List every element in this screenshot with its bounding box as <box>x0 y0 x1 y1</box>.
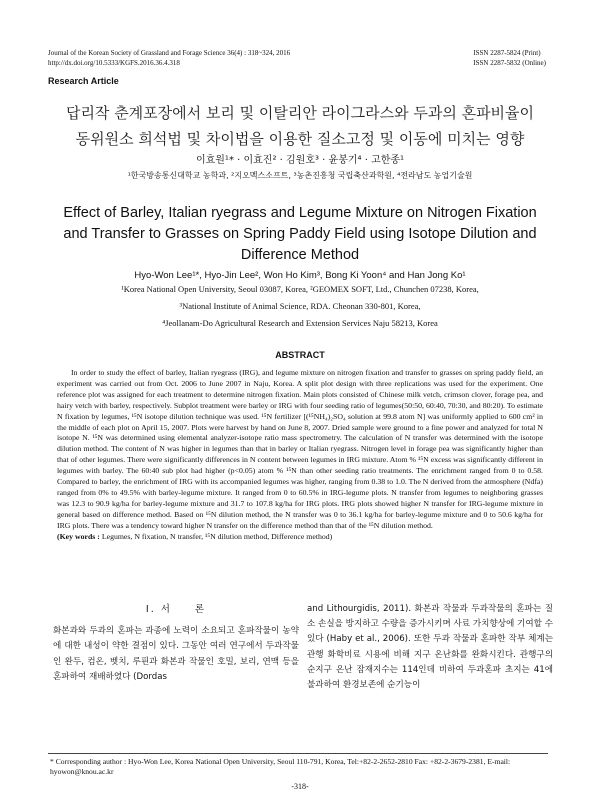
affiliation-line-3: ⁴Jeollanam-Do Agricultural Research and Extension Services Naju 58213, Korea <box>162 318 438 328</box>
intro-left-column <box>53 602 299 685</box>
english-title-line3: Difference Method <box>240 247 360 263</box>
keywords-label: (Key words : <box>57 531 100 541</box>
keywords <box>57 532 543 543</box>
journal-header <box>48 49 290 68</box>
affiliation-line-1: ¹Korea National Open University, Seoul 03087, Korea, ²GEOMEX SOFT, Ltd., Chunchen 07238, Korea, <box>121 284 479 294</box>
abstract-heading: ABSTRACT <box>275 350 325 360</box>
english-title-line2: and Transfer to Grasses on Spring Paddy Field using Isotope Dilution and <box>63 226 537 242</box>
journal-citation: Journal of the Korean Society of Grassland and Forage Science 36(4) : 318~324, 2016 <box>48 49 291 57</box>
abstract-text: In order to study the effect of barley, Italian ryegrass (IRG), and legume mixture on nitrogen fixation and transfer to grasses on spring paddy field, an experiment was carried out from Oct. 2006 to June 2007 in Naju, Korea. A split plot design with three replications was used for the experiment. One reference plot was assigned for each treatment to determine nitrogen fixation. Main plots consisted of Chinese milk vetch, crimson clover, forage pea, and hairy vetch with barley, respectively. Subplot treatment were barley or IRG with four seeding ratio of legumes(50:50, 60:40, 70:30, and 80:20). To estimate N fixation by legumes, ¹⁵N isotope dilution technique was used. ¹⁵N fertilizer [(¹⁵NH₄)₂SO₄ solution at 99.8 atom N] was uniformly applied to 600 cm² in the middle of each plot on April 15, 2007. Plots were harvest by hand on June 8, 2007. Dried sample were ground to a fine power and analyzed for total N isotope N. ¹⁵N was determined using elemental analyzer-isotope ratio mass spectrometry. The calculation of N transfer was determined with the isotope dilution method. The content of N was higher in legumes than that in barley or Italian ryegrass. Nitrogen level in forage pea was significantly higher than that of other legumes. There were significantly differences in N content between legumes in IRG mixture. Atom % ¹⁵N excess was significantly different in legumes with barley. The 60:40 sub plot had higher (p<0.05) atom % ¹⁵N than other seeding ratio treatments. The enrichment ranged from 0 to 0.58. Compared to barley, the enrichment of IRG with its accompanied legumes was higher, ranging from 0.38 to 1.0. The N derived from the atmosphere (Ndfa) ranged from 0% to 49.5% with barley-legume mixture. It ranged from 0 to 60.5% in IRG-legume plots. N transfer from legumes to neighboring grasses was 12.3 to 90.9 kg/ha for barley-legume mixture and 31.7 to 107.8 kg/ha for IRG plots. IRG plots showed higher N transfer for IRG-legume mixture in general based on difference method. Based on ¹⁵N dilution method, the N transfer was 0 to 36.1 kg/ha for barley-legume mixture and 0 to 50.6 kg/ha for IRG plots. There was a tendency toward higher N transfer on the difference method than that of the ¹⁵N dilution method. <box>57 368 543 530</box>
issn-print: ISSN 2287-5824 (Print) <box>473 49 541 57</box>
keywords-list: Legumes, N fixation, N transfer, ¹⁵N dilution method, Difference method) <box>101 531 333 541</box>
intro-left-text: 화본과와 두과의 혼파는 과종에 노력이 소요되고 혼파작물이 농약에 대한 내성이 약한 결점이 있다. 그동안 여러 연구에서 두과작물인 완두, 컴온, 벳치, 루핀과 화본과 작물인 호밀, 보리, 연맥 등을 혼파하여 재배하였다 (Dordas <box>53 626 299 682</box>
issn-block <box>473 49 546 68</box>
korean-title-line2: 동위원소 희석법 및 차이법을 이용한 질소고정 및 이동에 미치는 영향 <box>75 130 525 148</box>
issn-online: ISSN 2287-5832 (Online) <box>473 58 546 67</box>
korean-authors: 이효원¹* · 이효진² · 김원호³ · 윤봉기⁴ · 고한종¹ <box>195 155 405 166</box>
english-title-line1: Effect of Barley, Italian ryegrass and Legume Mixture on Nitrogen Fixation <box>63 205 537 221</box>
intro-heading: Ⅰ. 서 론 <box>145 604 207 615</box>
intro-right-column <box>307 602 553 693</box>
doi-link[interactable]: http://dx.doi.org/10.5333/KGFS.2016.36.4.318 <box>48 58 180 67</box>
english-authors: Hyo-Won Lee¹*, Hyo-Jin Lee², Won Ho Kim³, Bong Ki Yoon⁴ and Han Jong Ko¹ <box>134 270 466 281</box>
english-title <box>40 203 560 266</box>
footnote-divider <box>48 753 548 754</box>
affiliation-line-2: ³National Institute of Animal Science, RDA. Cheonan 330-801, Korea, <box>179 301 421 311</box>
page-number: -318- <box>291 782 309 791</box>
corresponding-author-footnote: * Corresponding author : Hyo-Won Lee, Korea National Open University, Seoul 110-791, Korea, Tel:+82-2-2652-2810 Fax: +82-2-3679-2381, E-mail: hyowon@knou.ac.kr <box>50 757 511 776</box>
abstract-body <box>57 368 543 543</box>
korean-title-line1: 답리작 춘계포장에서 보리 및 이탈리안 라이그라스와 두과의 혼파비율이 <box>65 104 535 122</box>
article-type: Research Article <box>48 76 119 86</box>
korean-affiliations: ¹한국방송통신대학교 농학과, ²지오멕스소프트, ³농촌진흥청 국립축산과학원, ⁴전라남도 농업기술원 <box>127 171 473 180</box>
intro-right-text: and Lithourgidis, 2011). 화본과 작물과 두과작물의 혼파는 질소 손실을 방지하고 수량을 증가시키며 사료 가치향상에 기여할 수 있다 (Haby et al., 2006). 또한 두과 작물과 혼파한 작부 체계는 관행 화학비료 시용에 비해 지구 온난화를 완화시킨다. 관행구의 순지구 온난 잠재지수는 114인데 비하여 두과혼파 초지는 41에 불과하여 환경보존에 순기능이 <box>307 604 553 691</box>
korean-title <box>40 100 560 152</box>
